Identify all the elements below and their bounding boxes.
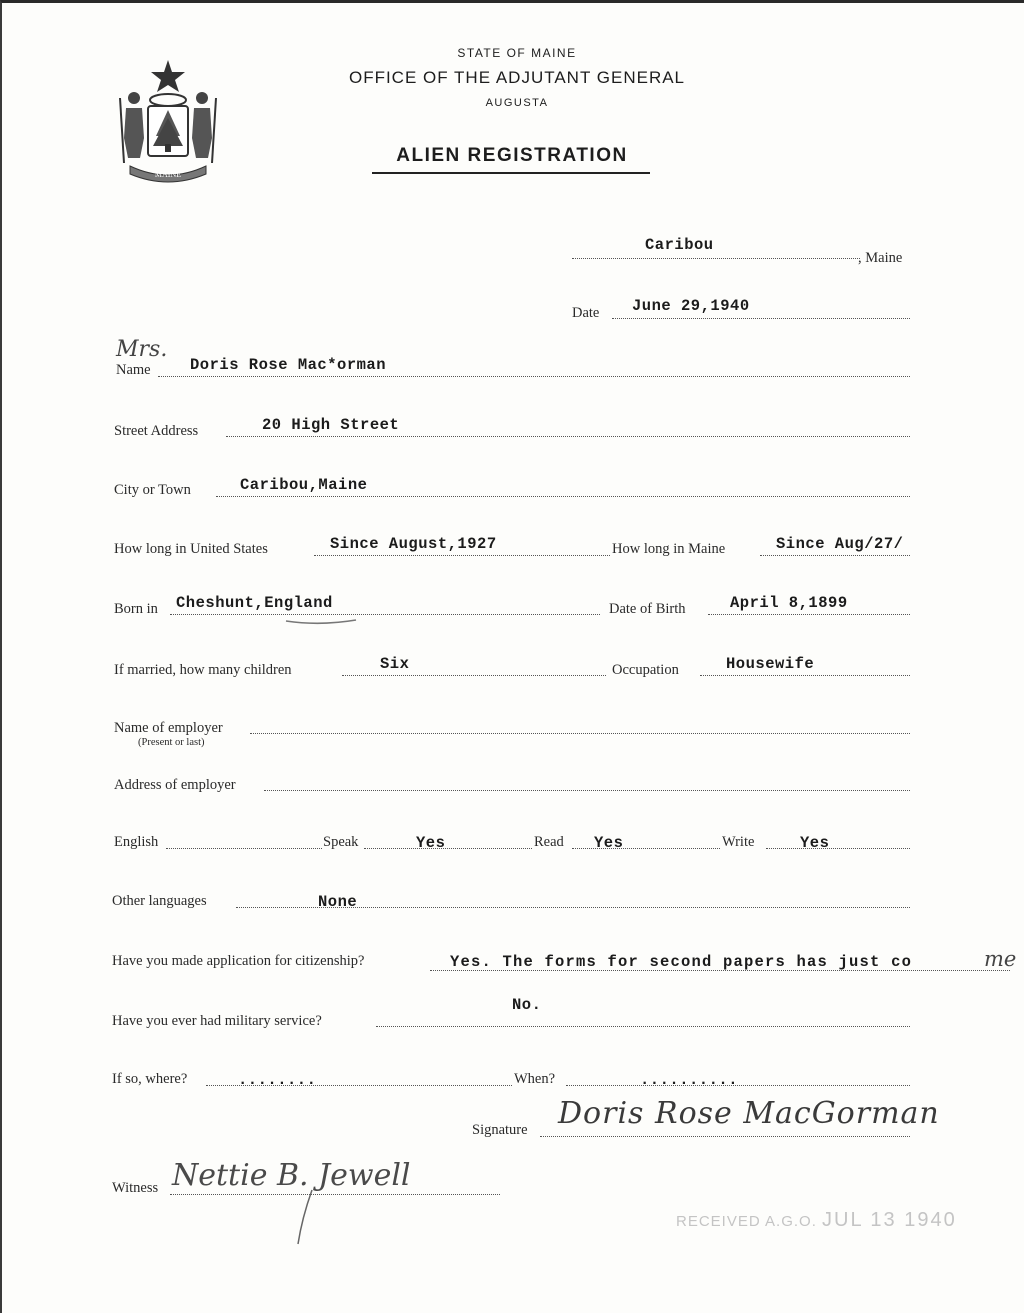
received-stamp	[676, 1209, 957, 1232]
read-label: Read	[534, 834, 564, 850]
name-prefix-handwritten: Mrs.	[116, 337, 168, 362]
title-underline	[372, 172, 650, 174]
pencil-underline-mark	[284, 616, 358, 626]
date-label: Date	[572, 305, 600, 321]
witness-signature-flourish	[292, 1188, 322, 1248]
header-city: AUGUSTA	[485, 97, 549, 109]
write-label: Write	[722, 834, 755, 850]
when-value: ..........	[640, 1071, 739, 1089]
signature-line	[540, 1136, 910, 1137]
maine-duration-line	[760, 555, 910, 556]
occupation-value: Housewife	[726, 655, 815, 673]
svg-text:MAINE: MAINE	[154, 170, 182, 179]
name-line	[158, 376, 910, 377]
where-line	[206, 1085, 512, 1086]
employer-address-label: Address of employer	[114, 777, 236, 793]
witness-label: Witness	[112, 1180, 159, 1196]
street-value: 20 High Street	[262, 416, 400, 434]
city-label: City or Town	[114, 482, 191, 498]
received-stamp-text: RECEIVED A.G.O.	[676, 1213, 817, 1230]
read-line	[572, 848, 720, 849]
other-languages-label: Other languages	[112, 893, 207, 909]
citizenship-label: Have you made application for citizenship?	[112, 953, 365, 969]
children-label: If married, how many children	[114, 662, 292, 678]
us-duration-value: Since August,1927	[330, 535, 497, 553]
occupation-line	[700, 675, 910, 676]
employer-address-line	[264, 790, 910, 791]
children-value: Six	[380, 655, 410, 673]
place-line	[572, 258, 860, 259]
when-label: When?	[514, 1071, 556, 1087]
other-languages-line	[236, 907, 910, 908]
maine-duration-value: Since Aug/27/	[776, 535, 904, 553]
city-value: Caribou,Maine	[240, 476, 368, 494]
date-value: June 29,1940	[632, 297, 750, 315]
employer-line	[250, 733, 910, 734]
witness-line	[170, 1194, 500, 1195]
where-value: ........	[238, 1071, 317, 1089]
military-line	[376, 1026, 910, 1027]
speak-line	[364, 848, 532, 849]
other-languages-value: None	[318, 893, 358, 911]
header-office: OFFICE OF THE ADJUTANT GENERAL	[348, 68, 686, 87]
born-in-value: Cheshunt,England	[176, 594, 333, 612]
english-label: English	[114, 834, 159, 850]
maine-duration-label: How long in Maine	[612, 541, 726, 557]
english-line	[166, 848, 322, 849]
employer-label: Name of employer	[114, 720, 223, 736]
received-stamp-date: JUL 13 1940	[822, 1209, 957, 1231]
header-state: STATE OF MAINE	[457, 46, 577, 60]
occupation-label: Occupation	[612, 662, 679, 678]
military-value: No.	[512, 996, 542, 1014]
street-label: Street Address	[114, 423, 199, 439]
speak-label: Speak	[323, 834, 359, 850]
form-title: ALIEN REGISTRATION	[396, 145, 628, 166]
place-value: Caribou	[645, 236, 714, 254]
us-duration-label: How long in United States	[114, 541, 268, 557]
speak-value: Yes	[416, 834, 446, 852]
where-label: If so, where?	[112, 1071, 188, 1087]
read-value: Yes	[594, 834, 624, 852]
when-line	[566, 1085, 910, 1086]
write-value: Yes	[800, 834, 830, 852]
birth-date-label: Date of Birth	[609, 601, 686, 617]
born-in-line	[170, 614, 600, 615]
employer-sublabel: (Present or last)	[138, 737, 205, 748]
us-duration-line	[314, 555, 610, 556]
signature-value: Doris Rose MacGorman	[558, 1096, 940, 1131]
birth-date-line	[708, 614, 910, 615]
military-label: Have you ever had military service?	[112, 1013, 322, 1029]
write-line	[766, 848, 910, 849]
citizenship-value: Yes. The forms for second papers has just co	[450, 953, 913, 971]
citizenship-line	[430, 970, 1010, 971]
city-line	[216, 496, 910, 497]
children-line	[342, 675, 606, 676]
witness-value: Nettie B. Jewell	[172, 1158, 411, 1193]
place-suffix: , Maine	[858, 250, 903, 266]
name-value: Doris Rose Mac*orman	[190, 356, 387, 374]
signature-label: Signature	[472, 1122, 528, 1138]
born-in-label: Born in	[114, 601, 158, 617]
birth-date-value: April 8,1899	[730, 594, 848, 612]
name-label: Name	[116, 362, 151, 378]
date-line	[612, 318, 910, 319]
street-line	[226, 436, 910, 437]
citizenship-handwritten-end: me	[984, 947, 1017, 971]
